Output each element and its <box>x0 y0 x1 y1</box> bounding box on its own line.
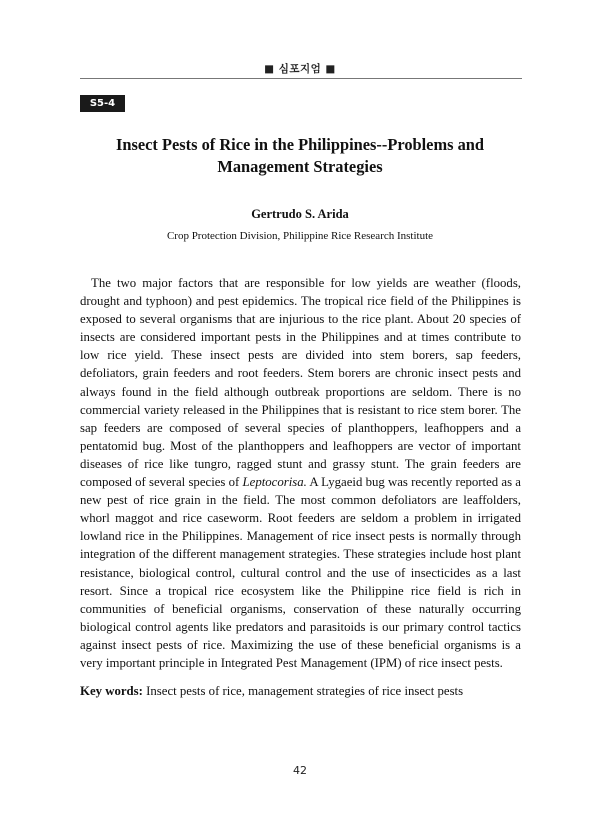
keywords-text: Insect pests of rice, management strategies of rice insect pests <box>142 684 464 698</box>
keywords-label: Key words: <box>80 684 143 698</box>
page-number: 42 <box>293 764 307 777</box>
abstract-italic-term: Leptocorisa. <box>242 475 307 490</box>
running-header: ■ 심포지엄 ■ <box>264 63 336 75</box>
keywords-line <box>80 682 521 700</box>
paper-title: Insect Pests of Rice in the Philippines--Problems and Management Strategies <box>115 135 485 176</box>
author-name: Gertrudo S. Arida <box>251 207 349 221</box>
abstract-paragraph <box>80 274 521 672</box>
session-badge: S5-4 <box>80 95 125 112</box>
author-affiliation: Crop Protection Division, Philippine Rice Research Institute <box>166 230 434 242</box>
header-divider <box>80 78 522 79</box>
abstract-text-part1: The two major factors that are responsible for low yields are weather (floods, drought and typhoon) and pest epidemics. The tropical rice field of the Philippines is exposed to several organisms that are injurious to the rice plant. About 20 species of insects are considered important pests in the Philippines and at times contribute to low rice yield. These insect pests are divided into stem borers, sap feeders, defoliators, grain feeders and root feeders. Stem borers are chronic insect pests and always found in the field although outbreak proportions are seldom. There is no commercial variety released in the Philippines that is resistant to rice stem borer. The sap feeders are composed of several species of planthoppers, leafhoppers and a pentatomid bug. Most of the planthoppers and leafhoppers are vector of important diseases of rice like tungro, ragged stunt and grassy stunt. The grain feeders are composed of several species of <box>80 276 521 490</box>
abstract-text-part2: A Lygaeid bug was recently reported as a new pest of rice grain in the field. The most common defoliators are leaffolders, whorl maggot and rice caseworm. Root feeders are seldom a problem in irrigated lowland rice in the Philippines. Management of rice insect pests is normally through integration of the different management strategies. These strategies include host plant resistance, biological control, cultural control and the use of insecticides as a last resort. Since a tropical rice ecosystem like the Philippine rice field is rich in communities of beneficial organisms, conservation of these naturally occurring biological control agents like predators and parasitoids is our primary control tactics against insect pests of rice. Maximizing the use of these beneficial organisms is a very important principle in Integrated Pest Management (IPM) of rice insect pests. <box>80 475 521 670</box>
